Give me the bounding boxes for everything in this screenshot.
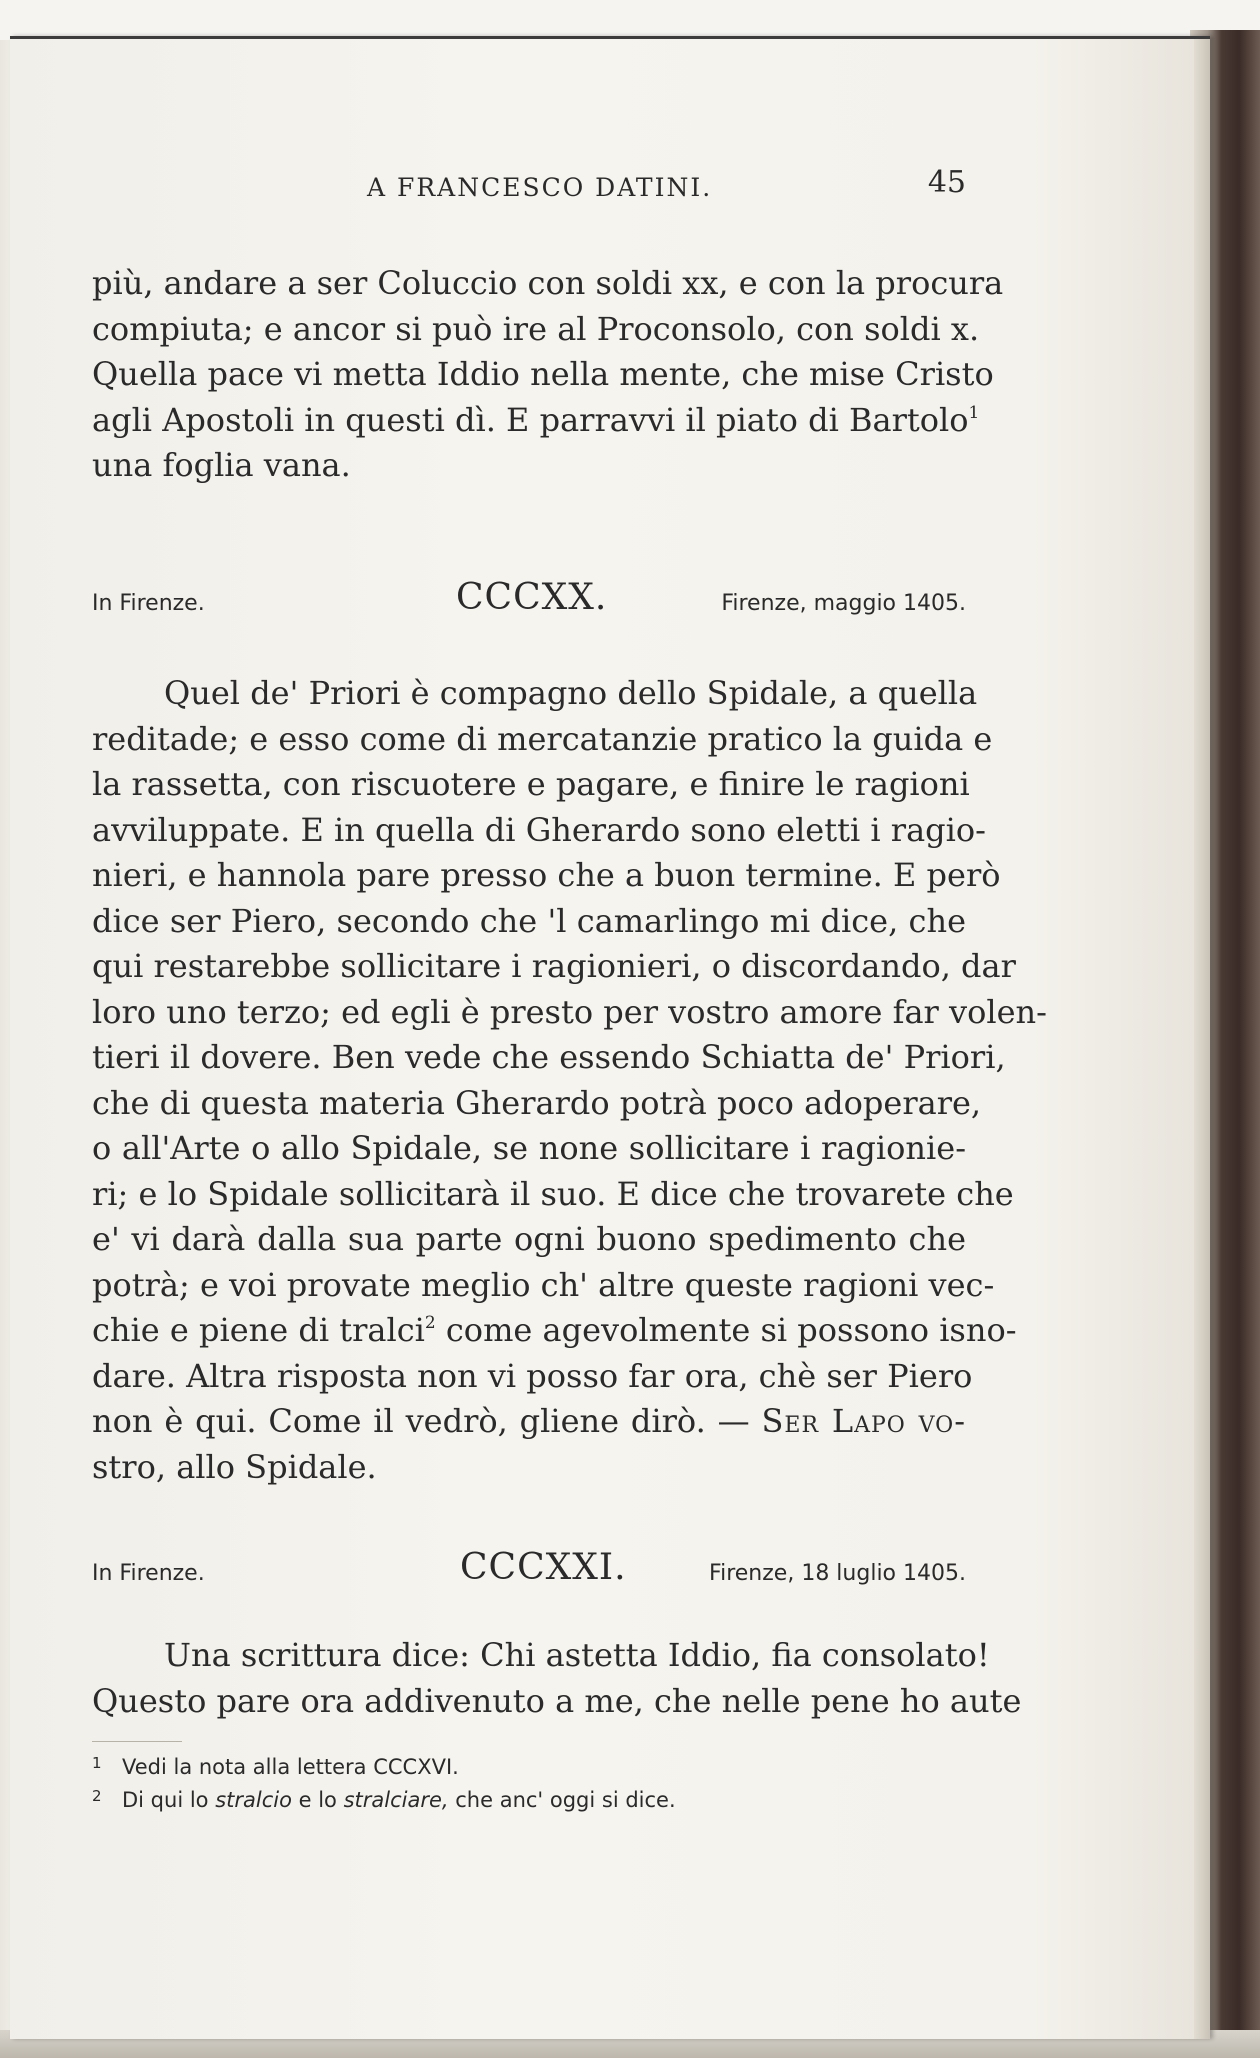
text-line: Quella pace vi metta Iddio nella mente, che mise Cristo [92, 355, 994, 393]
footnote-mark: 2 [92, 1787, 102, 1805]
footnote-reference: 1 [968, 402, 980, 423]
book-page [10, 36, 1210, 2039]
text-line: dice ser Piero, secondo che 'l camarlingo mi dice, che [92, 901, 966, 940]
text-line: dare. Altra risposta non vi posso far ora, chè ser Piero [92, 1356, 973, 1395]
footnote-mark: 1 [92, 1754, 102, 1772]
text-line: più, andare a ser Coluccio con soldi xx, e con la procura [92, 264, 1004, 302]
text-line [92, 398, 980, 444]
text-line: stro, allo Spidale. [92, 1447, 377, 1486]
text-line: ri; e lo Spidale sollicitarà il suo. E dice che trovarete che [92, 1174, 1014, 1213]
letter-place: In Firenze. [92, 591, 205, 616]
footnote [92, 1784, 966, 1817]
text-fragment: agli Apostoli in questi dì. E parravvi il piato di Bartolo [92, 400, 969, 439]
footnote-text: che anc' oggi si dice. [448, 1788, 676, 1812]
text-line: Quel de' Priori è compagno dello Spidale, a quella [164, 674, 978, 712]
text-line: e' vi darà dalla sua parte ogni buono spedimento che [92, 1220, 966, 1258]
footnote-reference: 2 [424, 1313, 436, 1333]
letter-cccxxi-body [92, 1633, 1022, 1724]
letter-date: Firenze, maggio 1405. [721, 591, 966, 616]
page-number: 45 [927, 165, 966, 200]
text-line: avviluppate. E in quella di Gherardo sono eletti i ragio- [92, 810, 986, 849]
letter-heading-cccxxi [92, 1547, 966, 1591]
letter-date: Firenze, 18 luglio 1405. [709, 1561, 966, 1586]
letter-number: CCCXX. [456, 577, 608, 618]
text-fragment: non è qui. Come il vedrò, gliene dirò. — [92, 1402, 762, 1440]
footnote-rule [92, 1741, 182, 1742]
footnote [92, 1751, 966, 1784]
footnote-text: Vedi la nota alla lettera CCCXVI. [122, 1755, 459, 1779]
opening-paragraph [92, 261, 1004, 489]
text-line: una foglia vana. [92, 446, 351, 484]
text-line: reditade; e esso come di mercatanzie pratico la guida e [92, 719, 993, 758]
text-line: Una scrittura dice: Chi astetta Iddio, fia consolato! [164, 1636, 990, 1674]
text-fragment: chie e piene di tralci [92, 1311, 425, 1349]
text-fragment: come agevolmente si possono isno- [435, 1311, 1017, 1349]
page-edge [1194, 39, 1210, 2039]
text-line: qui restarebbe sollicitare i ragionieri, o discordando, dar [92, 947, 1016, 985]
text-line [92, 1308, 1017, 1354]
letter-cccxx-body [92, 671, 1047, 1490]
running-title: A FRANCESCO DATINI. [367, 173, 713, 202]
text-line: loro uno terzo; ed egli è presto per vostro amore far volen- [92, 992, 1047, 1031]
footnote-emphasis: stralciare, [343, 1788, 449, 1812]
footnote-text: e lo [291, 1788, 344, 1812]
text-line: potrà; e voi provate meglio ch' altre queste ragioni vec- [92, 1265, 995, 1304]
footnotes [92, 1751, 966, 1817]
text-line: la rassetta, con riscuotere e pagare, e finire le ragioni [92, 765, 970, 803]
text-line: Questo pare ora addivenuto a me, che nelle pene ho aute [92, 1681, 1022, 1720]
text-line: compiuta; e ancor si può ire al Proconsolo, con soldi x. [92, 309, 980, 348]
running-head [92, 165, 966, 213]
text-line: o all'Arte o allo Spidale, se none sollicitare i ragionie- [92, 1129, 966, 1167]
letter-number: CCCXXI. [460, 1547, 627, 1588]
footnote-emphasis: stralcio [215, 1788, 292, 1812]
text-line: che di questa materia Gherardo potrà poco adoperare, [92, 1083, 982, 1122]
text-line: nieri, e hannola pare presso che a buon termine. E però [92, 856, 1001, 894]
letter-heading-cccxx [92, 577, 966, 621]
footnote-text: Di qui lo [122, 1788, 216, 1812]
text-line [92, 1399, 966, 1445]
text-line: tieri il dovere. Ben vede che essendo Schiatta de' Priori, [92, 1038, 1006, 1076]
letter-place: In Firenze. [92, 1561, 205, 1586]
signature: Ser Lapo vo- [761, 1402, 967, 1440]
